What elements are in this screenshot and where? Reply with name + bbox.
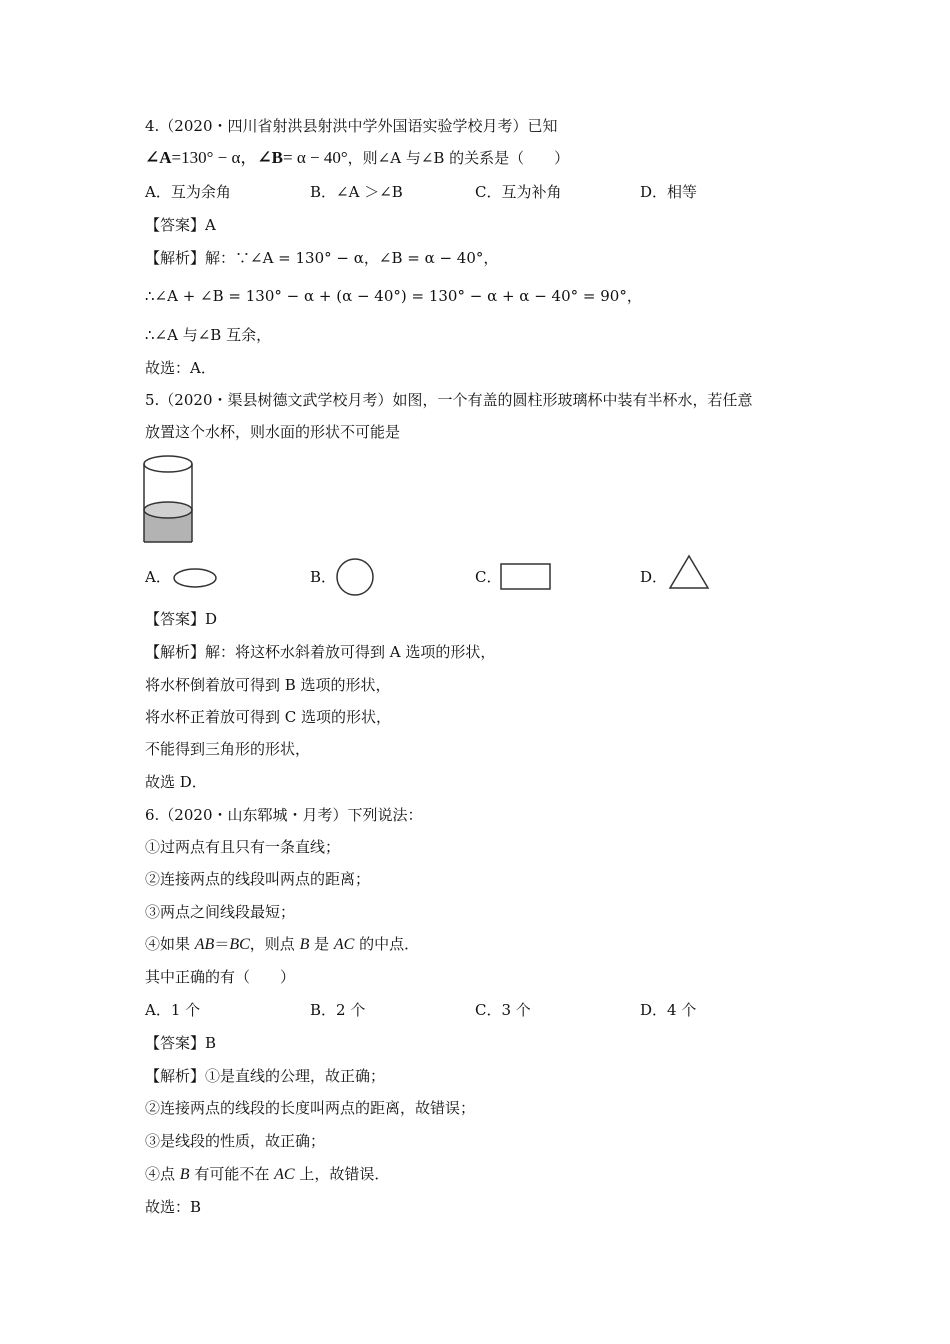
q4-analysis-1: 【解析】解：∵∠A = 130° − α，∠B = α − 40°， bbox=[145, 249, 499, 267]
q5-analysis-2: 将水杯倒着放可得到 B 选项的形状， bbox=[145, 676, 391, 694]
q5-stem-2: 放置这个水杯，则水面的形状不可能是 bbox=[145, 423, 401, 441]
q5-option-d-label: D． bbox=[640, 568, 668, 586]
q4-stem: 4.（2020・四川省射洪县射洪中学外国语实验学校月考）已知 bbox=[145, 117, 558, 135]
triangle-icon bbox=[666, 553, 712, 593]
ellipse-icon bbox=[170, 566, 220, 590]
q5-option-a-label: A． bbox=[145, 568, 171, 586]
q6-statement-4: ④如果 AB＝BC，则点 B 是 AC 的中点． bbox=[145, 935, 420, 953]
q4-option-b: B．∠A ＞∠B bbox=[310, 183, 403, 201]
q4-answer: 【答案】A bbox=[145, 216, 216, 234]
q6-answer: 【答案】B bbox=[145, 1034, 217, 1052]
q5-analysis-3: 将水杯正着放可得到 C 选项的形状， bbox=[145, 708, 392, 726]
q5-option-b-label: B． bbox=[310, 568, 337, 586]
q6-option-a: A．1 个 bbox=[145, 1001, 201, 1019]
q6-option-c: C．3 个 bbox=[475, 1001, 531, 1019]
circle-icon bbox=[333, 555, 377, 599]
q4-option-d: D．相等 bbox=[640, 183, 698, 201]
q4-option-a: A．互为余角 bbox=[145, 183, 231, 201]
q6-analysis-3: ③是线段的性质，故正确； bbox=[145, 1132, 326, 1150]
q4-option-c: C．互为补角 bbox=[475, 183, 562, 201]
q4-analysis-2: ∴∠A + ∠B = 130° − α + (α − 40°) = 130° − α + α − 40° = 90°， bbox=[145, 287, 642, 305]
q6-option-b: B．2 个 bbox=[310, 1001, 366, 1019]
q6-statement-2: ②连接两点的线段叫两点的距离； bbox=[145, 870, 371, 888]
q6-analysis-1: 【解析】①是直线的公理，故正确； bbox=[145, 1067, 386, 1085]
q5-conclusion: 故选 D． bbox=[145, 773, 207, 791]
q6-conclusion: 故选：B bbox=[145, 1198, 202, 1216]
q5-analysis-1: 【解析】解：将这杯水斜着放可得到 A 选项的形状， bbox=[145, 643, 496, 661]
q5-stem-1: 5.（2020・渠县树德文武学校月考）如图，一个有盖的圆柱形玻璃杯中装有半杯水，若任意 bbox=[145, 391, 753, 409]
q5-analysis-4: 不能得到三角形的形状， bbox=[145, 740, 311, 758]
q4-condition: ∠A=130° − α，∠B= α − 40°，则∠A 与∠B 的关系是（ ） bbox=[145, 148, 570, 167]
q6-statement-1: ①过两点有且只有一条直线； bbox=[145, 838, 341, 856]
q6-statement-3: ③两点之间线段最短； bbox=[145, 903, 296, 921]
q4-analysis-3: ∴∠A 与∠B 互余， bbox=[145, 326, 272, 344]
q5-option-c-label: C． bbox=[475, 568, 502, 586]
q6-ask: 其中正确的有（ ） bbox=[145, 968, 296, 986]
rectangle-icon bbox=[498, 561, 554, 593]
glass-cup-figure bbox=[140, 450, 200, 550]
q6-option-d: D．4 个 bbox=[640, 1001, 697, 1019]
q6-analysis-4: ④点 B 有可能不在 AC 上，故错误． bbox=[145, 1165, 390, 1183]
q6-stem: 6.（2020・山东郓城・月考）下列说法： bbox=[145, 806, 423, 824]
q6-analysis-2: ②连接两点的线段的长度叫两点的距离，故错误； bbox=[145, 1099, 476, 1117]
q4-conclusion: 故选：A． bbox=[145, 359, 216, 377]
q5-answer: 【答案】D bbox=[145, 610, 218, 628]
